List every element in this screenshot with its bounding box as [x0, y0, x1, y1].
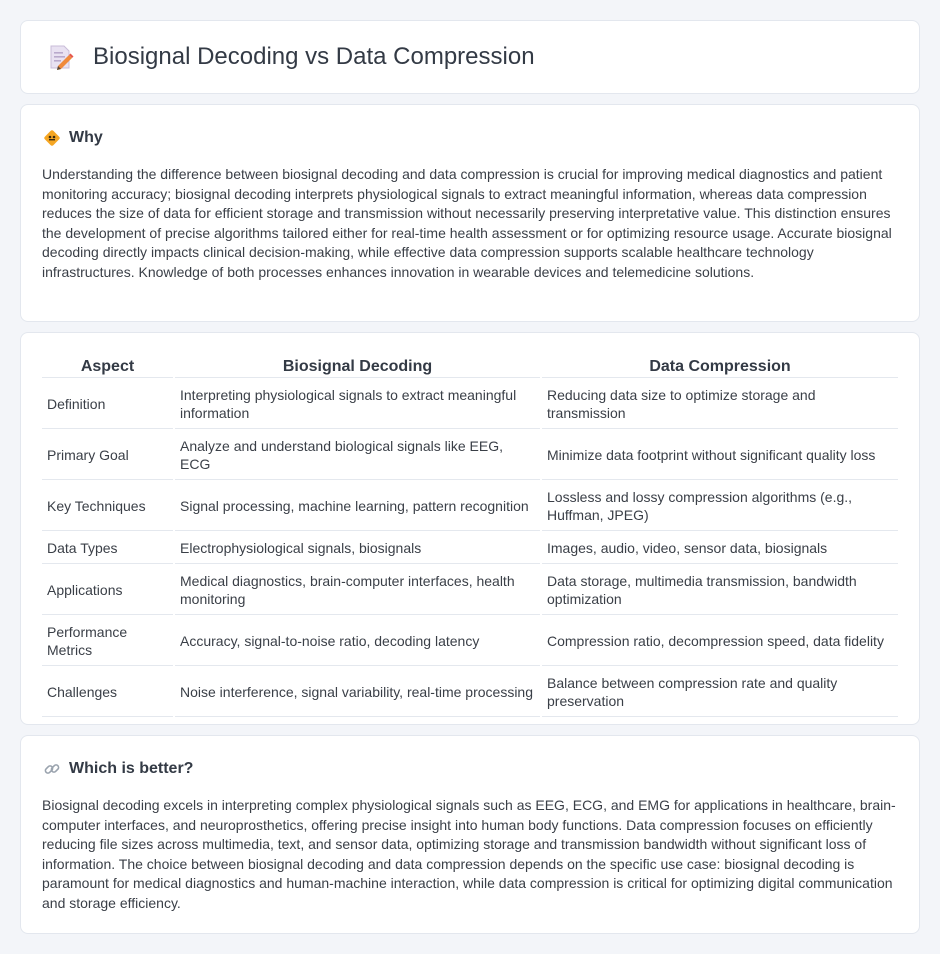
- header-data-compression: Data Compression: [542, 354, 898, 378]
- title-row: [21, 21, 919, 93]
- decoding-cell: Noise interference, signal variability, real-time processing: [175, 668, 540, 717]
- decoding-cell: Medical diagnostics, brain-computer interfaces, health monitoring: [175, 566, 540, 615]
- table-row: [42, 482, 898, 531]
- title-card: [20, 20, 920, 94]
- better-heading: [21, 736, 919, 780]
- compression-cell: Lossless and lossy compression algorithms (e.g., Huffman, JPEG): [542, 482, 898, 531]
- why-card: [20, 104, 920, 322]
- compression-cell: Minimize data footprint without significant quality loss: [542, 431, 898, 480]
- aspect-cell: Key Techniques: [42, 482, 173, 531]
- why-text: Understanding the difference between biosignal decoding and data compression is crucial for improving medical diagnostics and patient monitoring accuracy; biosignal decoding interprets physiological signals to extract meaningful information, whereas data compression reduces the size of data for efficient storage and transmission without necessarily preserving interpretative value. This distinction ensures the development of precise algorithms tailored either for real-time health assessment or for optimizing resource usage. Accurate biosignal decoding directly impacts clinical decision-making, while effective data compression supports scalable healthcare technology infrastructures. Knowledge of both processes enhances innovation in wearable devices and telemedicine solutions.: [42, 166, 892, 280]
- decoding-cell: Signal processing, machine learning, pattern recognition: [175, 482, 540, 531]
- compression-cell: Reducing data size to optimize storage and transmission: [542, 380, 898, 429]
- document-pencil-icon: [45, 42, 75, 72]
- better-title: Which is better?: [69, 760, 194, 777]
- why-heading: [21, 105, 919, 149]
- aspect-cell: Definition: [42, 380, 173, 429]
- link-icon: [43, 760, 61, 778]
- better-text: Biosignal decoding excels in interpreting complex physiological signals such as EEG, ECG, and EMG for applications in healthcare, brain-computer interfaces, and neuroprosthetics, offering precise insight into human body functions. Data compression focuses on efficiently reducing file sizes across multimedia, text, and sensor data, optimizing storage and transmission bandwidth without significant loss of information. The choice between biosignal decoding and data compression depends on the specific use case: biosignal decoding is paramount for medical diagnostics and human-machine interaction, while data compression is critical for optimizing digital communication and storage efficiency.: [42, 797, 896, 911]
- aspect-cell: Data Types: [42, 533, 173, 564]
- table-row: [42, 533, 898, 564]
- decoding-cell: Accuracy, signal-to-noise ratio, decoding latency: [175, 617, 540, 666]
- table-row: [42, 566, 898, 615]
- decoding-cell: Electrophysiological signals, biosignals: [175, 533, 540, 564]
- comparison-table: [40, 352, 900, 719]
- decoding-cell: Analyze and understand biological signals like EEG, ECG: [175, 431, 540, 480]
- diamond-sign-icon: [43, 129, 61, 147]
- compression-cell: Data storage, multimedia transmission, bandwidth optimization: [542, 566, 898, 615]
- table-row: [42, 617, 898, 666]
- table-row: [42, 380, 898, 429]
- comparison-card: [20, 332, 920, 725]
- table-header-row: [42, 354, 898, 378]
- which-better-card: [20, 735, 920, 934]
- header-aspect: Aspect: [42, 354, 173, 378]
- aspect-cell: Applications: [42, 566, 173, 615]
- decoding-cell: Interpreting physiological signals to extract meaningful information: [175, 380, 540, 429]
- page-title: Biosignal Decoding vs Data Compression: [93, 43, 535, 70]
- table-row: [42, 431, 898, 480]
- compression-cell: Images, audio, video, sensor data, biosignals: [542, 533, 898, 564]
- aspect-cell: Primary Goal: [42, 431, 173, 480]
- compression-cell: Balance between compression rate and quality preservation: [542, 668, 898, 717]
- compression-cell: Compression ratio, decompression speed, data fidelity: [542, 617, 898, 666]
- why-title: Why: [69, 129, 103, 146]
- aspect-cell: Challenges: [42, 668, 173, 717]
- aspect-cell: Performance Metrics: [42, 617, 173, 666]
- header-biosignal-decoding: Biosignal Decoding: [175, 354, 540, 378]
- table-row: [42, 668, 898, 717]
